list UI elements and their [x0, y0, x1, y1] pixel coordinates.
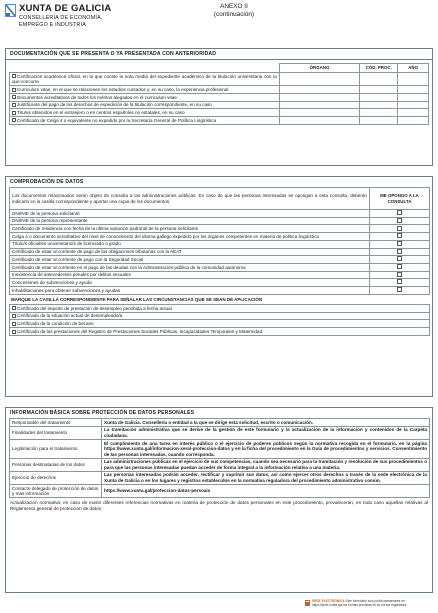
protection-row — [10, 458, 430, 471]
mark-checkbox[interactable] — [12, 330, 16, 334]
doc-organo-field[interactable] — [279, 86, 359, 94]
protection-label: Legitimación para el tratamiento — [10, 439, 102, 458]
data-check-title: COMPROBACIÓN DE DATOS — [10, 179, 84, 185]
protection-label: Responsable del tratamiento — [10, 419, 102, 427]
check-label: Título/s oficial/es universitario/s de licenciado o grado — [10, 240, 370, 248]
mark-table — [9, 304, 430, 336]
doc-ano-field[interactable] — [398, 86, 429, 94]
protection-label: Finalidades del tratamiento — [10, 426, 102, 439]
doc-label-cell — [10, 109, 280, 117]
check-row — [10, 217, 430, 225]
protection-row — [10, 485, 430, 498]
opongo-cell — [370, 240, 430, 248]
footer-line1: Este formulario solo podrá presentarse en — [345, 599, 405, 603]
protection-row — [10, 439, 430, 458]
mark-row — [10, 312, 430, 320]
opongo-cell — [370, 256, 430, 264]
check-label: Celga 4 o documento acreditativo del nivel de conocimiento del idioma gallego expedido por los órganos competentes en materia de política lingüística — [10, 233, 370, 241]
protection-label: Contacto delegado de protección de datos y más información — [10, 485, 102, 498]
data-protection-table — [9, 418, 430, 498]
check-row — [10, 240, 430, 248]
org-name: XUNTA DE GALICIA — [19, 3, 112, 14]
xunta-logo — [5, 3, 143, 37]
protection-text: El cumplimiento de una tarea en interés público o el ejercicio de poderes públicos según la normativa recogida en el formulario, en la página https://www.xunta.gal/informacion-xeral-proteccion-datos y en la ficha del procedimiento en la Guía de procedimientos y servicios. Consentimiento de las personas interesadas, cuando corresponda. — [102, 439, 430, 458]
mark-label: Certificado de la condición de becario — [17, 321, 94, 327]
opongo-cell — [370, 233, 430, 241]
documentation-title: DOCUMENTACIÓN QUE SE PRESENTA O YA PRESENTADA CON ANTERIORIDAD — [6, 49, 432, 60]
sede-logo-icon — [305, 600, 310, 606]
mark-checkbox[interactable] — [12, 322, 16, 326]
data-protection-title: INFORMACIÓN BÁSICA SOBRE PROTECCIÓN DE DATOS PERSONALES — [10, 410, 195, 416]
doc-checkbox[interactable] — [12, 118, 16, 122]
opongo-checkbox[interactable] — [397, 241, 402, 246]
documentation-table — [9, 63, 429, 125]
mark-row — [10, 305, 430, 313]
update-note: Actualización normativa: en caso de existir diferentes referencias normativas en materia de protección de datos personales en este procedimiento, prevalecerán, en todo caso aquellas relativas al Reglamento general de protección de datos. — [10, 500, 428, 511]
opongo-cell — [370, 248, 430, 256]
opongo-cell — [370, 217, 430, 225]
protection-label: Personas destinatarias de los datos — [10, 458, 102, 471]
documentation-section — [5, 48, 433, 166]
opongo-checkbox[interactable] — [397, 226, 402, 231]
check-row — [10, 279, 430, 287]
protection-text: https://www.xunta.gal/proteccion-datos-persoais — [102, 485, 430, 498]
data-protection-section — [5, 407, 433, 593]
mark-cell — [10, 312, 430, 320]
col-opongo: ME OPONGO A LA CONSULTA — [370, 188, 430, 210]
mark-row — [10, 320, 430, 328]
check-label: Certificado de estar al corriente en el pago de las deudas con la Administración pública de la comunidad autónoma — [10, 263, 370, 271]
doc-ano-field[interactable] — [398, 101, 429, 109]
opongo-checkbox[interactable] — [397, 256, 402, 261]
footer-title: SEDE ELECTRÓNICA — [312, 599, 345, 603]
data-check-intro: Los documentos relacionados serán objeto de consulta a las administraciones públicas. En caso de que las personas interesadas se opongan a esta consulta, deberán indicarlo en la casilla correspondiente y aportar una copia de los documentos. — [10, 188, 370, 210]
mark-checkbox[interactable] — [12, 306, 16, 310]
doc-ano-field[interactable] — [398, 93, 429, 101]
doc-label-cell — [10, 73, 280, 86]
doc-cod-field[interactable] — [360, 93, 398, 101]
opongo-cell — [370, 271, 430, 279]
check-row — [10, 210, 430, 218]
doc-organo-field[interactable] — [279, 109, 359, 117]
doc-label: Certificación académica oficial, en la que conste la nota media del expediente académico de la titulación universitaria con la que concurre — [12, 73, 277, 85]
check-row — [10, 286, 430, 294]
mark-label: Certificado de la situación actual de desempleado/a — [17, 313, 123, 319]
dept-line-2: EMPREGO E INDUSTRIA — [19, 21, 86, 28]
sede-footer — [305, 599, 433, 609]
data-check-table — [9, 187, 430, 295]
check-label: DNI/NIE de la persona representante — [10, 217, 370, 225]
mark-cell — [10, 328, 430, 336]
doc-label-cell — [10, 117, 280, 125]
doc-organo-field[interactable] — [279, 93, 359, 101]
doc-cod-field[interactable] — [360, 109, 398, 117]
protection-row — [10, 419, 430, 427]
check-row — [10, 248, 430, 256]
doc-cod-field[interactable] — [360, 86, 398, 94]
col-ano: AÑO — [398, 64, 429, 73]
check-label: Certificado de residencia con fecha de la última variación padronal de la persona solicitante — [10, 225, 370, 233]
doc-organo-field[interactable] — [279, 101, 359, 109]
doc-row — [10, 109, 429, 117]
check-row — [10, 233, 430, 241]
page-header — [5, 3, 433, 41]
opongo-cell — [370, 279, 430, 287]
annex-sublabel: (continuación) — [213, 11, 255, 18]
mark-label: Certificado del importe de prestación de desempleo percibida a fecha actual — [17, 305, 172, 311]
doc-checkbox[interactable] — [12, 74, 16, 78]
check-row — [10, 263, 430, 271]
opongo-checkbox[interactable] — [397, 272, 402, 277]
doc-checkbox[interactable] — [12, 111, 16, 115]
mark-cell — [10, 305, 430, 313]
check-row — [10, 225, 430, 233]
annex-title — [203, 3, 265, 19]
opongo-cell — [370, 263, 430, 271]
protection-label: Ejercicio de derechos — [10, 471, 102, 484]
data-check-section — [5, 176, 433, 397]
mark-checkbox[interactable] — [12, 314, 16, 318]
mark-row — [10, 328, 430, 336]
opongo-cell — [370, 286, 430, 294]
protection-text: Las administraciones públicas en el ejercicio de sus competencias, cuando sea necesario para la tramitación y resolución de sus procedimientos o para que las personas interesadas puedan acceder de forma integral a la información relativa a una materia. — [102, 458, 430, 471]
opongo-checkbox[interactable] — [397, 233, 402, 238]
doc-ano-field[interactable] — [398, 73, 429, 86]
doc-label-cell — [10, 86, 280, 94]
mark-title: MARQUE LA CASILLA CORRESPONDIENTE PARA SEÑALAR LAS CIRCUNSTANCIAS QUE SE SEAN DE APLICACIÓN — [11, 297, 263, 303]
opongo-checkbox[interactable] — [397, 210, 402, 215]
check-label: Inhabilitaciones para obtener subvenciones y ayudas — [10, 286, 370, 294]
doc-ano-field[interactable] — [398, 117, 429, 125]
doc-label: Títulos obtenidos en el extranjero o en centros españoles no estatales, en su caso — [17, 109, 185, 115]
opongo-cell — [370, 210, 430, 218]
doc-label-cell — [10, 101, 280, 109]
protection-row — [10, 471, 430, 484]
doc-row — [10, 93, 429, 101]
doc-label: Justificante del pago de los derechos de expedición de la titulación correspondiente, en su caso — [17, 102, 212, 108]
dept-line-1: CONSELLERÍA DE ECONOMÍA, — [19, 15, 103, 21]
doc-ano-field[interactable] — [398, 109, 429, 117]
doc-checkbox[interactable] — [12, 95, 16, 99]
annex-label: ANEXO II — [220, 3, 248, 10]
doc-row — [10, 101, 429, 109]
check-label: Certificado de estar al corriente de pago con la Seguridad Social — [10, 256, 370, 264]
opongo-checkbox[interactable] — [397, 264, 402, 269]
col-organo: ÓRGANO — [279, 64, 359, 73]
doc-checkbox[interactable] — [12, 103, 16, 107]
doc-organo-field[interactable] — [279, 117, 359, 125]
check-row — [10, 271, 430, 279]
xunta-logo-icon — [5, 4, 16, 17]
mark-label: Certificado de las prestaciones del Registro de Prestaciones Sociales Públicas, Incapacidades Temporales y Maternidad — [17, 328, 263, 334]
protection-row — [10, 426, 430, 439]
check-row — [10, 256, 430, 264]
opongo-cell — [370, 225, 430, 233]
opongo-checkbox[interactable] — [397, 249, 402, 254]
protection-text: Xunta de Galicia. Consellería o entidad a la que se dirige esta solicitud, escrito o comunicación. — [102, 419, 430, 427]
mark-cell — [10, 320, 430, 328]
col-cod-proc: CÓD. PROC. — [360, 64, 398, 73]
doc-label: Curriculum vitae, en el que se relacionen los estudios cursados y, en su caso, la experiencia profesional — [17, 86, 229, 92]
doc-organo-field[interactable] — [279, 73, 359, 86]
doc-row — [10, 73, 429, 86]
opongo-checkbox[interactable] — [397, 279, 402, 284]
footer-line2: https://sede.xunta.gal los formas previstas en su norma reguladora — [312, 603, 407, 607]
doc-cod-field[interactable] — [360, 73, 398, 86]
doc-label: Certificado de Celga 4 o equivalente no expedido por la Secretaría General de Política Lingüística — [17, 117, 217, 123]
department-name — [19, 15, 103, 29]
doc-checkbox[interactable] — [12, 88, 16, 92]
doc-label: Documentos acreditativos de todos los méritos alegados en el curriculum vitae — [17, 94, 177, 100]
check-label: DNI/NIE de la persona solicitante — [10, 210, 370, 218]
doc-row — [10, 86, 429, 94]
footer-text — [312, 599, 406, 607]
doc-cod-field[interactable] — [360, 117, 398, 125]
doc-cod-field[interactable] — [360, 101, 398, 109]
opongo-checkbox[interactable] — [397, 287, 402, 292]
protection-text: Las personas interesadas podrán acceder, rectificar y suprimir sus datos, así como ejercer otros derechos a través de la sede electrónica de la Xunta de Galicia o en los lugares y registros establecidos en la normativa reguladora del procedimiento administrativo común. — [102, 471, 430, 484]
check-label: Inexistencia de antecedentes penales por delitos sexuales — [10, 271, 370, 279]
check-label: Certificado de estar al corriente de pago de las obligaciones tributarias con la AEAT — [10, 248, 370, 256]
opongo-checkbox[interactable] — [397, 218, 402, 223]
check-label: Concesiones de subvenciones y ayuda — [10, 279, 370, 287]
protection-text: La tramitación administrativa que se derive de la gestión de este formulario y la actualización de la información y contenidos de la Carpeta ciudadana. — [102, 426, 430, 439]
doc-label-cell — [10, 93, 280, 101]
doc-row — [10, 117, 429, 125]
